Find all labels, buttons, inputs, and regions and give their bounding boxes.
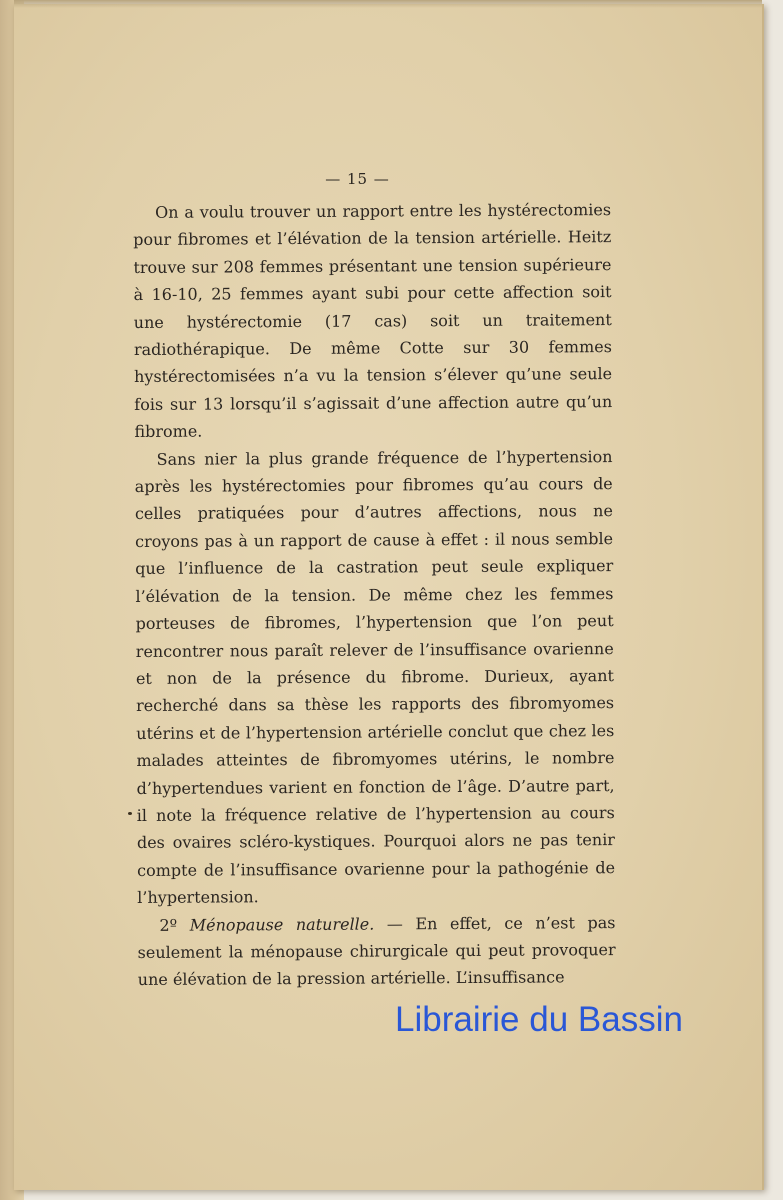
ink-speck (128, 812, 132, 815)
bookseller-watermark: Librairie du Bassin (395, 1000, 683, 1039)
paragraph-1: On a voulu trouver un rapport entre les hystérectomies pour fibromes et l’élévation de la tension artérielle. Heitz trouve sur 208 femmes présentant une tension supérieure à 16-10, 25 femmes ayant subi pour cette affection soit une hystérectomie (17 cas) soit un traitement radiothérapique. De même Cotte sur 30 femmes hystérectomisées n’a vu la tension s’élever qu’une seule fois sur 13 lorsqu’il s’agissait d’une affection autre qu’un fibrome. (133, 200, 613, 442)
paragraph-3 (137, 909, 615, 994)
page-top-shadow (14, 0, 762, 8)
page-number: — 15 — (325, 170, 390, 188)
section-number: 2º (159, 915, 190, 935)
body-text (133, 196, 616, 994)
paragraph-2: Sans nier la plus grande fréquence de l’hypertension après les hystérectomies pour fibromes qu’au cours de celles pratiquées pour d’autres affections, nous ne croyons pas à un rapport de cause à effet : il nous semble que l’influence de la castration peut seule expliquer l’élévation de la tension. De même chez les femmes porteuses de fibromes, l’hypertension que l’on peut rencontrer nous paraît relever de l’insuffisance ovarienne et non de la présence du fibrome. Durieux, ayant recherché dans sa thèse les rapports des fibromyomes utérins et de l’hypertension artérielle conclut que chez les malades atteintes de fibromyomes utérins, le nombre d’hypertendues varient en fonction de l’âge. D’autre part, il note la fréquence relative de l’hypertension au cours des ovaires scléro-kystiques. Pourquoi alors ne pas tenir compte de l’insuffisance ovarienne pour la pathogénie de l’hypertension. (134, 446, 616, 908)
paragraph-3-text: — En effet, ce n’est pas seulement la ménopause chirurgicale qui peut provoquer une élévation de la pression artérielle. L’insuffisance (137, 912, 616, 990)
section-heading: Ménopause naturelle. (189, 914, 375, 935)
